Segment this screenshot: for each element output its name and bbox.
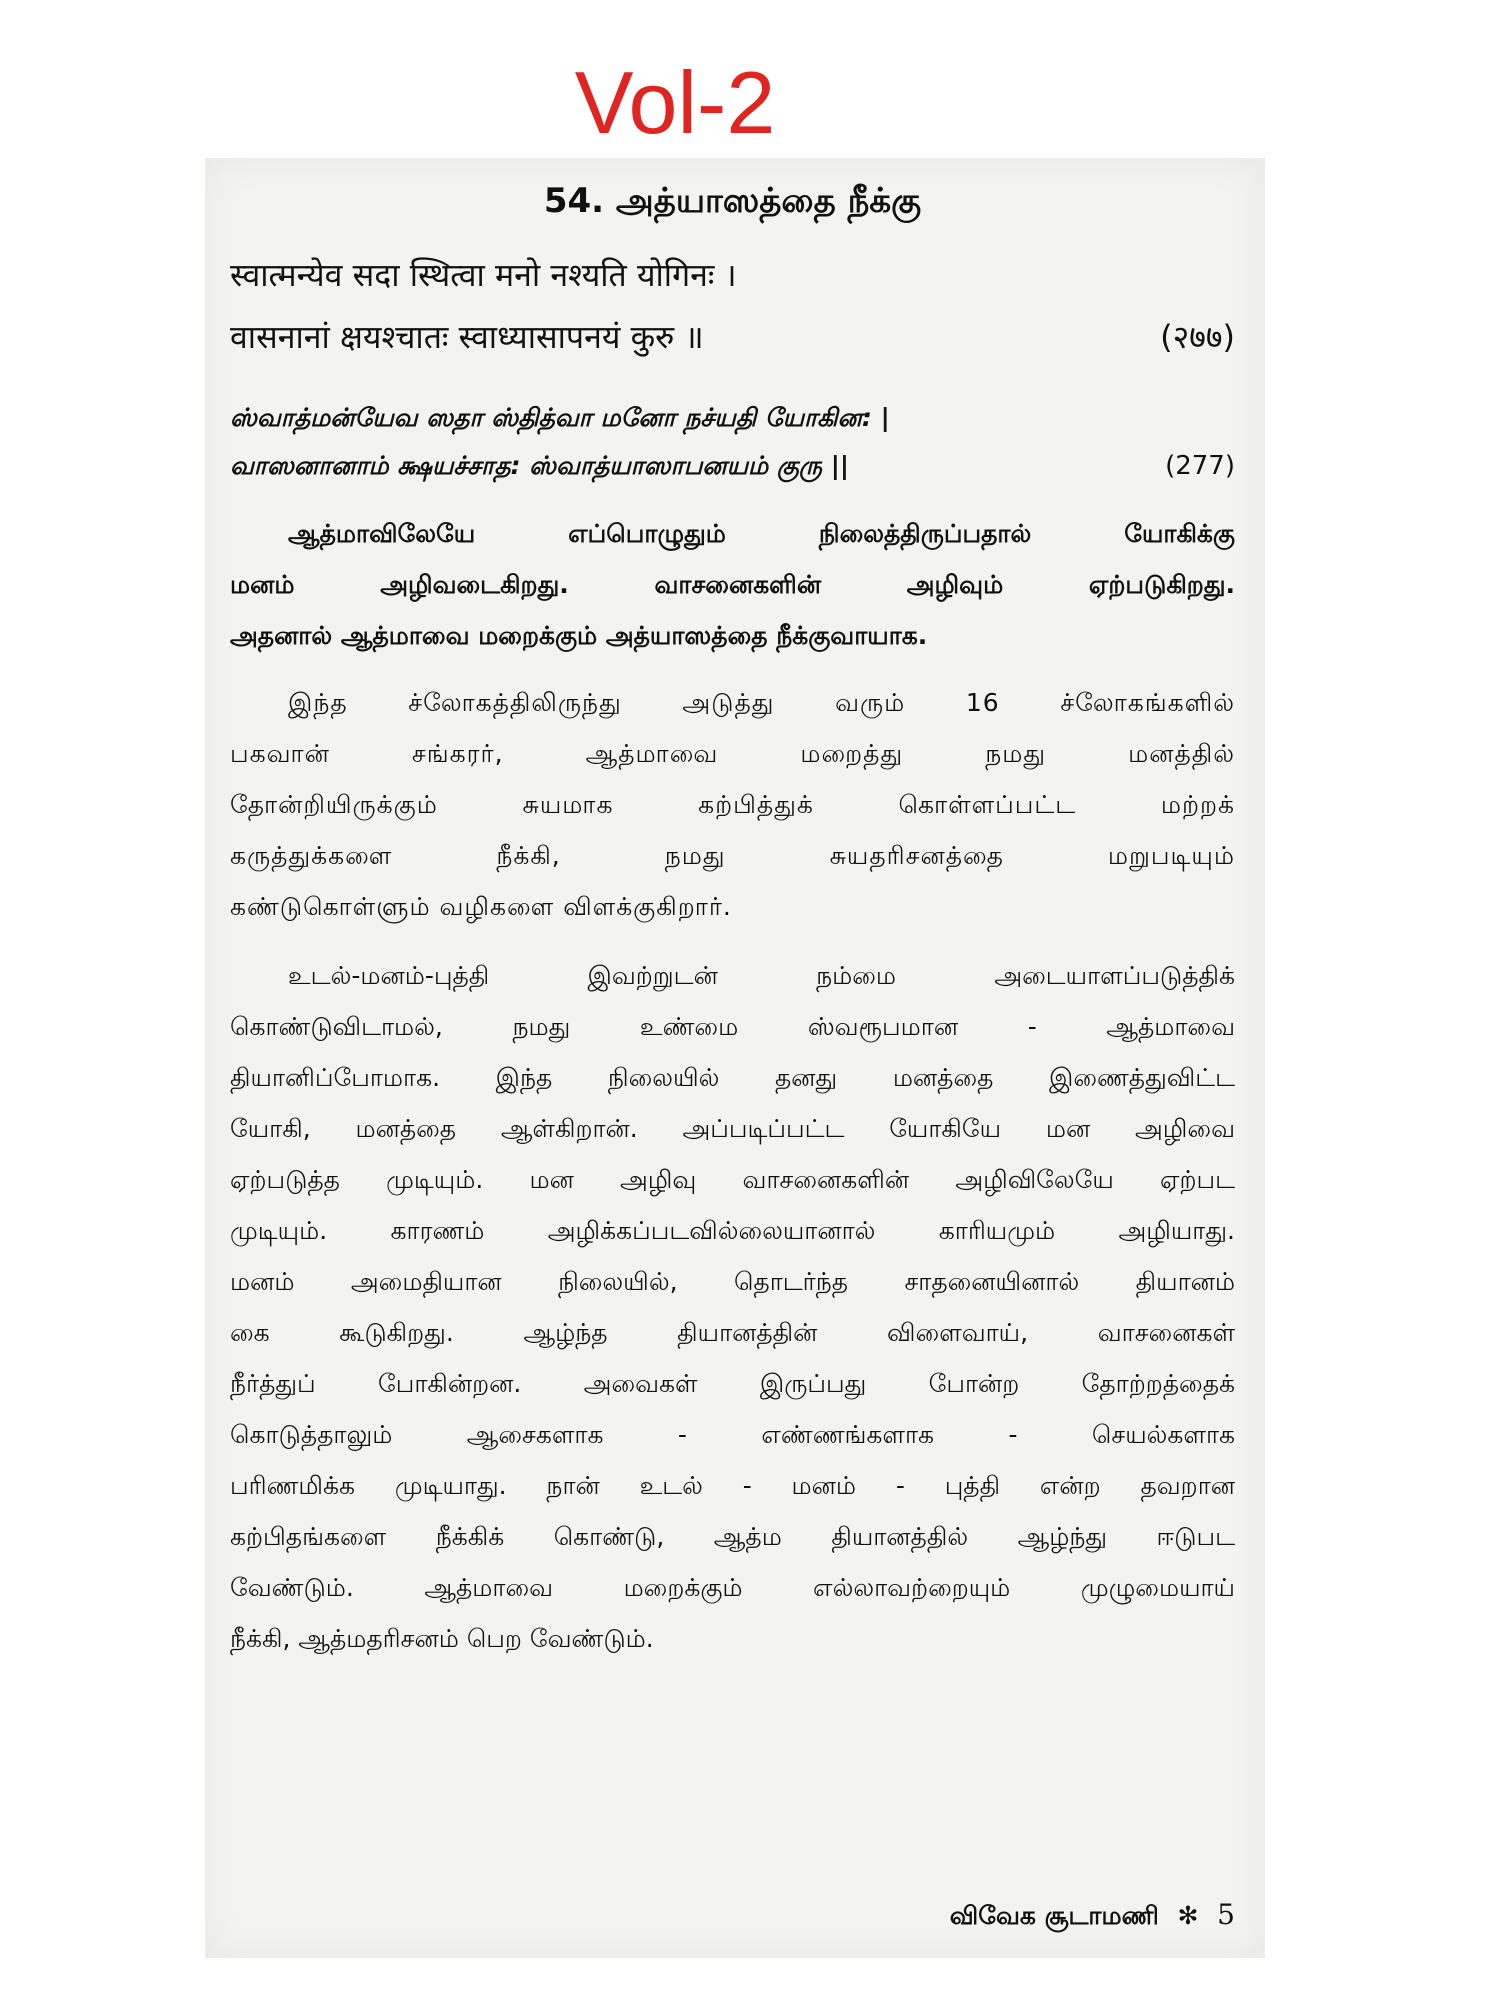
paragraph-line: தியானிப்போமாக. இந்த நிலையில் தனது மனத்தை இணைத்துவிட்ட <box>230 1063 1235 1092</box>
paragraph-line: மனம் அழிவடைகிறது. வாசனைகளின் அழிவும் ஏற்படுகிறது. <box>230 570 1235 599</box>
paragraph-line: அதனால் ஆத்மாவை மறைக்கும் அத்யாஸத்தை நீக்குவாயாக. <box>230 621 928 650</box>
book-page <box>205 158 1265 1958</box>
transliteration-line-1 <box>230 394 1235 442</box>
paragraph-line: பகவான் சங்கரர், ஆத்மாவை மறைத்து நமது மனத்தில் <box>230 739 1235 768</box>
sanskrit-verse-number: (२७७) <box>1160 318 1235 356</box>
paragraph-line: இந்த ச்லோகத்திலிருந்து அடுத்து வரும் 16 ச்லோகங்களில் <box>288 688 1235 717</box>
page-content <box>230 158 1235 1664</box>
paragraph-line: கொண்டுவிடாமல், நமது உண்மை ஸ்வரூபமான - ஆத்மாவை <box>230 1012 1235 1041</box>
transliteration-verse <box>230 394 1235 490</box>
paragraph-line: ஆத்மாவிலேயே எப்பொழுதும் நிலைத்திருப்பதால் யோகிக்கு <box>288 519 1235 548</box>
transliteration-verse-number: (277) <box>1165 451 1235 481</box>
sanskrit-line-1-text: स्वात्मन्येव सदा स्थित्वा मनो नश्यति योगिनः । <box>230 256 737 294</box>
section-heading: 54. அத்யாஸத்தை நீக்கு <box>543 181 922 221</box>
transliteration-line-2-text: வாஸனானாம் க்ஷயச்சாத: ஸ்வாத்யாஸாபனயம் குரு || <box>230 451 850 480</box>
paragraph-line: ஏற்படுத்த முடியும். மன அழிவு வாசனைகளின் அழிவிலேயே ஏற்பட <box>230 1165 1235 1194</box>
context-paragraph <box>230 677 1235 932</box>
paragraph-line: மனம் அமைதியான நிலையில், தொடர்ந்த சாதனையினால் தியானம் <box>230 1267 1235 1296</box>
transliteration-line-2 <box>230 442 1235 490</box>
transliteration-line-1-text: ஸ்வாத்மன்யேவ ஸதா ஸ்தித்வா மனோ நச்யதி யோகின: | <box>230 403 890 432</box>
paragraph-line: கை கூடுகிறது. ஆழ்ந்த தியானத்தின் விளைவாய், வாசனைகள் <box>230 1318 1235 1347</box>
sanskrit-verse <box>230 244 1235 368</box>
paragraph-line: யோகி, மனத்தை ஆள்கிறான். அப்படிப்பட்ட யோகியே மன அழிவை <box>230 1114 1235 1143</box>
paragraph-line: கற்பிதங்களை நீக்கிக் கொண்டு, ஆத்ம தியானத்தில் ஆழ்ந்து ஈடுபட <box>230 1522 1235 1551</box>
paragraph-line: கருத்துக்களை நீக்கி, நமது சுயதரிசனத்தை மறுபடியும் <box>230 841 1235 870</box>
page-footer <box>950 1898 1235 1934</box>
paragraph-line: கண்டுகொள்ளும் வழிகளை விளக்குகிறார். <box>230 892 732 921</box>
asterisk-icon: ✻ <box>1177 1901 1199 1930</box>
page-number: 5 <box>1217 1898 1235 1931</box>
paragraph-line: முடியும். காரணம் அழிக்கப்படவில்லையானால் காரியமும் அழியாது. <box>230 1216 1235 1245</box>
paragraph-line: தோன்றியிருக்கும் சுயமாக கற்பித்துக் கொள்ளப்பட்ட மற்றக் <box>230 790 1235 819</box>
paragraph-line: பரிணமிக்க முடியாது. நான் உடல் - மனம் - புத்தி என்ற தவறான <box>230 1471 1235 1500</box>
sanskrit-line-2-text: वासनानां क्षयश्चातः स्वाध्यासापनयं कुरु ॥ <box>230 318 704 356</box>
sanskrit-line-2 <box>230 306 1235 368</box>
paragraph-line: நீக்கி, ஆத்மதரிசனம் பெற வேண்டும். <box>230 1624 654 1653</box>
paragraph-line: கொடுத்தாலும் ஆசைகளாக - எண்ணங்களாக - செயல்களாக <box>230 1420 1235 1449</box>
paragraph-line: உடல்-மனம்-புத்தி இவற்றுடன் நம்மை அடையாளப்படுத்திக் <box>288 961 1235 990</box>
book-title: விவேக சூடாமணி <box>949 1901 1159 1930</box>
paragraph-line: நீர்த்துப் போகின்றன. அவைகள் இருப்பது போன்ற தோற்றத்தைக் <box>230 1369 1235 1398</box>
meaning-paragraph <box>230 508 1235 661</box>
paragraph-line: வேண்டும். ஆத்மாவை மறைக்கும் எல்லாவற்றையும் முழுமையாய் <box>230 1573 1235 1602</box>
commentary-paragraph <box>230 950 1235 1664</box>
volume-label: Vol-2 <box>574 53 776 152</box>
sanskrit-line-1 <box>230 244 1235 306</box>
